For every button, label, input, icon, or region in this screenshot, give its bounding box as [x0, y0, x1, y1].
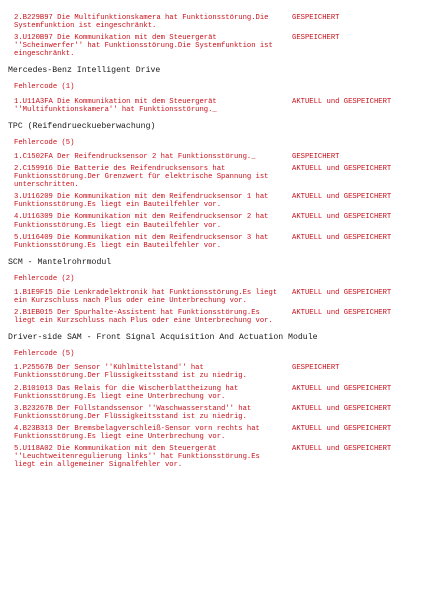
fault-status: AKTUELL und GESPEICHERT [292, 404, 392, 413]
fault-entry [14, 193, 416, 209]
fault-entry [14, 153, 416, 161]
fault-status: AKTUELL und GESPEICHERT [292, 384, 392, 393]
fault-description: 2.C159916 Die Batterie des Reifendrucksensors hat Funktionsstörung.Der Grenzwert für elektrische Spannung ist unterschritten. [14, 164, 273, 190]
fault-status: AKTUELL und GESPEICHERT [292, 213, 392, 222]
section-title: SCM - Mantelrohrmodul [8, 257, 112, 267]
section-title: Mercedes-Benz Intelligent Drive [8, 66, 161, 76]
fault-description: 3.U116209 Die Kommunikation mit dem Reifendrucksensor 1 hat Funktionsstörung.Es liegt ein Bauteilfehler vor. [14, 193, 273, 210]
fault-count: Fehlercode (1) [14, 83, 75, 92]
fault-description: 4.B23B313 Der Bremsbelagverschleiß-Sensor vorn rechts hat Funktionsstörung.Es liegt eine Unterbrechung vor. [14, 424, 265, 441]
fault-entry [14, 364, 416, 380]
fault-description: 3.U120B97 Die Kommunikation mit dem Steuergerät ''Scheinwerfer'' hat Funktionsstörung.Die Systemfunktion ist eingeschränkt. [14, 34, 278, 59]
fault-entry [14, 445, 416, 469]
fault-entry [14, 425, 416, 441]
section-title: Driver-side SAM - Front Signal Acquisition And Actuation Module [8, 333, 318, 343]
fault-description: 5.U116409 Die Kommunikation mit dem Reifendrucksensor 3 hat Funktionsstörung.Es liegt ein Bauteilfehler vor. [14, 233, 273, 250]
fault-status: AKTUELL und GESPEICHERT [292, 164, 392, 173]
fault-description: 5.U118A02 Die Kommunikation mit dem Steuergerät ''Leuchtweitenregulierung links'' hat Funktionsstörung.Es liegt ein allgemeiner Signalfehler vor. [14, 445, 265, 470]
fault-description: 2.B1EB015 Der Spurhalte-Assistent hat Funktionsstörung.Es liegt ein Kurzschluss nach Plus oder eine Unterbrechung vor. [14, 309, 273, 326]
fault-entry [14, 34, 416, 58]
fault-entry [14, 98, 416, 114]
fault-entry [14, 385, 416, 401]
fault-description: 1.C1502FA Der Reifendrucksensor 2 hat Funktionsstörung._ [14, 152, 256, 161]
fault-entry [14, 309, 416, 325]
fault-entry [14, 14, 416, 30]
fault-status: GESPEICHERT [292, 14, 340, 22]
fault-count: Fehlercode (5) [14, 350, 75, 359]
fault-status: GESPEICHERT [292, 364, 340, 373]
section-title: TPC (Reifendrueckueberwachung) [8, 121, 156, 131]
fault-status: AKTUELL und GESPEICHERT [292, 445, 392, 454]
fault-entry [14, 405, 416, 421]
fault-entry [14, 289, 416, 305]
fault-description: 1.U11A3FA Die Kommunikation mit dem Steuergerät ''Multifunktionskamera'' hat Funktionsstörung._ [14, 97, 222, 114]
fault-status: GESPEICHERT [292, 34, 340, 43]
fault-status: AKTUELL und GESPEICHERT [292, 309, 392, 318]
fault-status: AKTUELL und GESPEICHERT [292, 424, 392, 433]
fault-report [8, 14, 416, 473]
fault-status: AKTUELL und GESPEICHERT [292, 193, 392, 202]
fault-description: 3.B23267B Der Füllstandssensor ''Waschwasserstand'' hat Funktionsstörung.Der Flüssigkeitsstand ist zu niedrig. [14, 404, 256, 421]
fault-status: AKTUELL und GESPEICHERT [292, 288, 392, 297]
fault-description: 1.P25567B Der Sensor ''Kühlmittelstand'' hat Funktionsstörung.Der Flüssigkeitsstand ist zu niedrig. [14, 364, 247, 381]
fault-entry [14, 234, 416, 250]
fault-description: 1.B1E9F15 Die Lenkradelektronik hat Funktionsstörung.Es liegt ein Kurzschluss nach Plus oder eine Unterbrechung vor. [14, 288, 282, 305]
fault-status: AKTUELL und GESPEICHERT [292, 233, 392, 242]
fault-status: AKTUELL und GESPEICHERT [292, 97, 392, 106]
fault-description: 2.B101013 Das Relais für die Wischerblattheizung hat Funktionsstörung.Es liegt eine Unterbrechung vor. [14, 384, 243, 401]
fault-entry [14, 165, 416, 189]
fault-status: GESPEICHERT [292, 152, 340, 161]
fault-count: Fehlercode (5) [14, 138, 75, 147]
fault-description: 2.B229B97 Die Multifunktionskamera hat Funktionsstörung.Die Systemfunktion ist eingeschränkt. [14, 14, 273, 31]
fault-count: Fehlercode (2) [14, 274, 75, 283]
fault-entry [14, 213, 416, 229]
fault-description: 4.U116309 Die Kommunikation mit dem Reifendrucksensor 2 hat Funktionsstörung.Es liegt ein Bauteilfehler vor. [14, 213, 273, 230]
